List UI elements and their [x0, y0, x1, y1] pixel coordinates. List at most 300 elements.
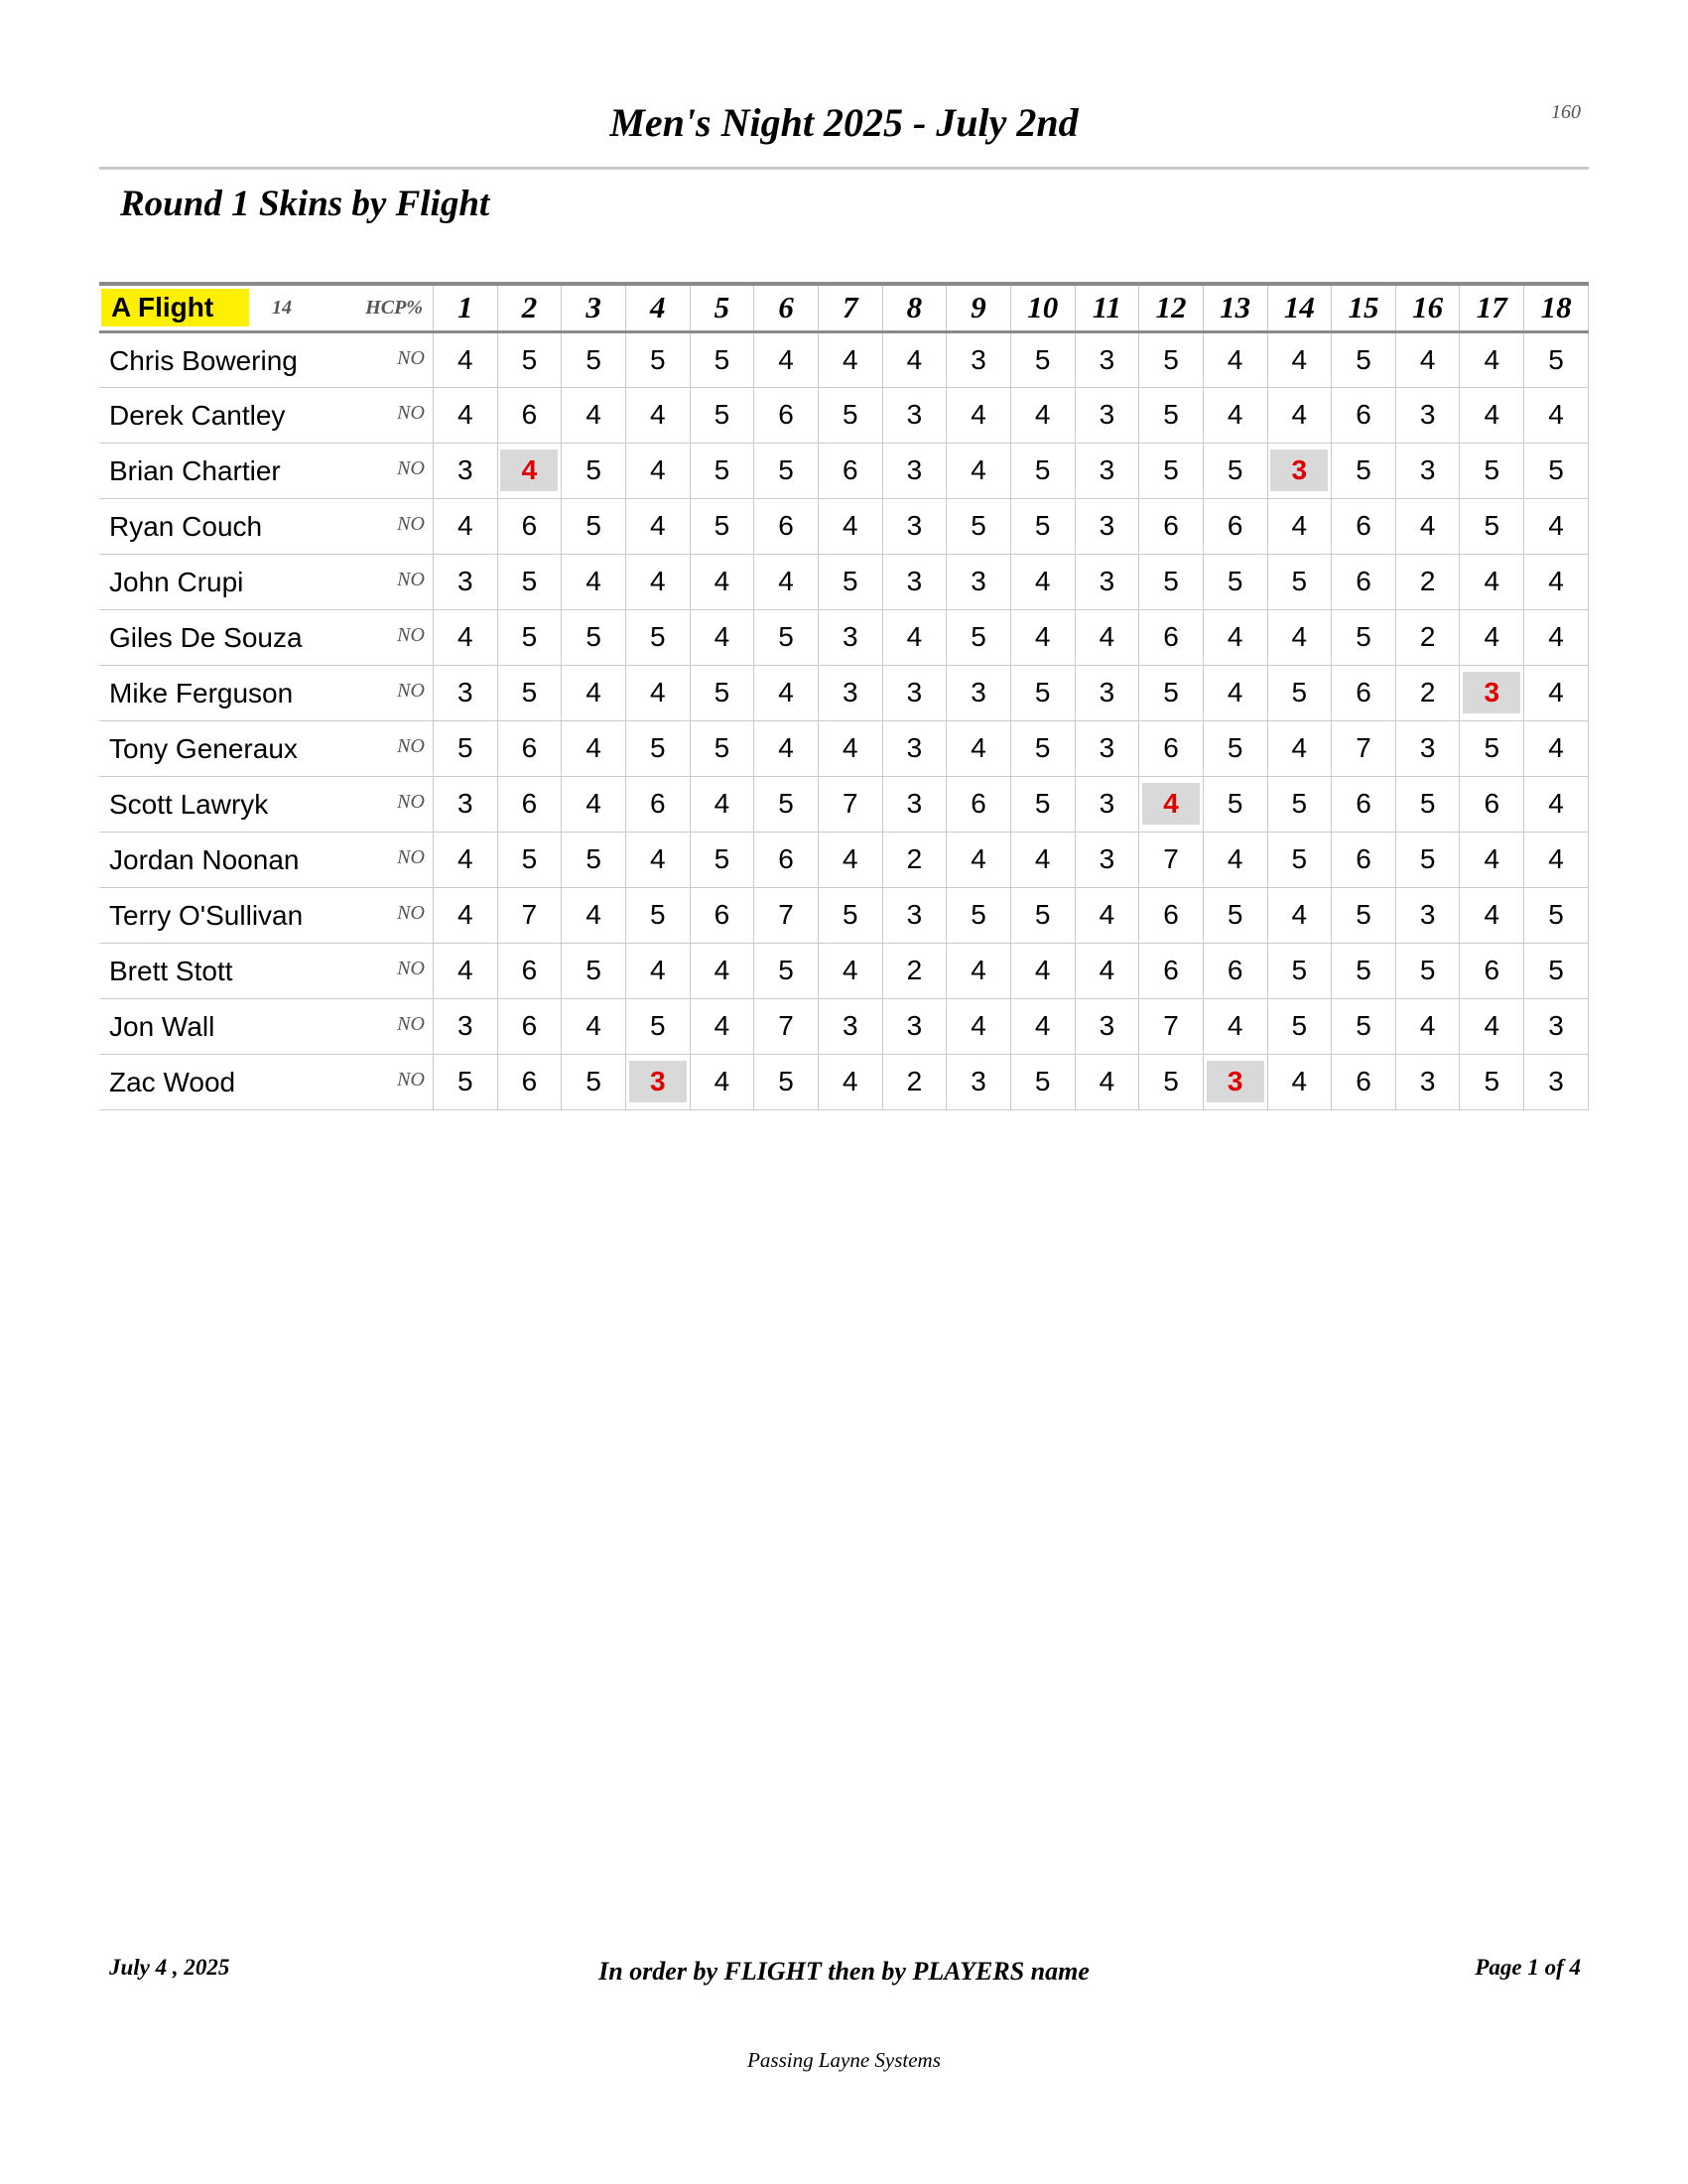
score-value: 5: [842, 399, 858, 430]
score-cell: [1203, 665, 1267, 720]
score-value: 4: [1419, 343, 1436, 375]
score-cell: [497, 832, 562, 887]
score-cell: [882, 998, 947, 1054]
hole-header-15: 15: [1332, 284, 1396, 331]
hole-header-17: 17: [1460, 284, 1524, 331]
score-value: 3: [971, 1066, 986, 1096]
score-cell: [1332, 832, 1396, 887]
score-cell: [1332, 498, 1396, 554]
score-value: 5: [842, 566, 858, 596]
score-cell: [1075, 443, 1139, 498]
score-value: 6: [778, 843, 794, 874]
score-cell: [1460, 832, 1524, 887]
player-hcp: NO: [397, 679, 425, 702]
score-value: 5: [585, 343, 601, 375]
score-value: 5: [457, 732, 473, 763]
score-value: 5: [1356, 1010, 1371, 1041]
score-value: 5: [1548, 454, 1564, 485]
score-value: 4: [457, 843, 473, 874]
score-value: 5: [1291, 677, 1308, 707]
score-cell: [1395, 609, 1460, 665]
score-cell: [562, 943, 626, 998]
player-cell: [99, 998, 433, 1054]
score-cell: [1524, 498, 1589, 554]
score-cell: [1139, 443, 1204, 498]
score-cell: [625, 498, 690, 554]
score-cell: [433, 776, 497, 832]
score-value: 4: [1227, 1010, 1243, 1041]
score-value: 4: [585, 566, 601, 596]
score-cell: [818, 609, 882, 665]
score-cell: [1075, 665, 1139, 720]
score-cell: [625, 443, 690, 498]
score-value: 5: [1163, 454, 1179, 485]
score-value: 3: [971, 677, 986, 707]
score-cell: [1332, 887, 1396, 943]
score-cell: [562, 1054, 626, 1109]
score-value: 3: [1099, 732, 1115, 763]
score-value: 6: [649, 788, 666, 819]
score-cell: [754, 331, 819, 387]
score-cell: [690, 498, 754, 554]
score-cell: [1203, 609, 1267, 665]
player-name: Chris Bowering: [109, 344, 298, 376]
score-cell: [882, 554, 947, 609]
score-value: 4: [714, 566, 730, 596]
score-value: 5: [1484, 510, 1500, 541]
score-cell: [754, 443, 819, 498]
score-cell: [1395, 331, 1460, 387]
hole-header-16: 16: [1395, 284, 1460, 331]
score-cell: [1010, 443, 1075, 498]
player-cell: [99, 832, 433, 887]
score-cell: [818, 943, 882, 998]
score-cell: [1010, 776, 1075, 832]
flight-count: 14: [272, 297, 292, 319]
player-name: Jon Wall: [109, 1010, 215, 1042]
score-cell: [1460, 720, 1524, 776]
score-value: 4: [906, 621, 923, 652]
score-value: 3: [1419, 454, 1436, 485]
score-cell: [754, 776, 819, 832]
score-cell: [754, 832, 819, 887]
score-cell: [690, 720, 754, 776]
score-value: 7: [1163, 843, 1179, 874]
score-value: 5: [1227, 899, 1243, 930]
score-value: 4: [1034, 621, 1051, 652]
score-value: 3: [1099, 677, 1115, 707]
score-value: 6: [1227, 510, 1243, 541]
score-value: 3: [457, 454, 473, 485]
score-cell: [1010, 498, 1075, 554]
score-cell: [1267, 609, 1332, 665]
score-value: 3: [906, 677, 923, 707]
score-value: 4: [778, 343, 794, 375]
score-cell: [1075, 554, 1139, 609]
score-value: 5: [778, 788, 794, 819]
score-cell: [1010, 720, 1075, 776]
score-value: 4: [457, 955, 473, 985]
score-value: 5: [1227, 732, 1243, 763]
score-cell: [1139, 554, 1204, 609]
score-value: 4: [1548, 732, 1564, 763]
score-value: 5: [714, 343, 730, 375]
score-cell: [947, 776, 1011, 832]
score-cell: [625, 720, 690, 776]
score-value: 3: [906, 732, 923, 763]
score-value: 4: [1548, 843, 1564, 874]
skin-score-cell: [625, 1054, 690, 1109]
score-cell: [818, 1054, 882, 1109]
score-value: 4: [649, 955, 666, 985]
score-cell: [754, 998, 819, 1054]
score-value: 7: [778, 899, 794, 930]
score-value: 6: [1356, 566, 1371, 596]
hole-header-12: 12: [1139, 284, 1204, 331]
score-cell: [754, 943, 819, 998]
footer-order-note: In order by FLIGHT then by PLAYERS name: [598, 1957, 1090, 1986]
score-cell: [1460, 1054, 1524, 1109]
score-value: 6: [842, 454, 858, 485]
score-value: 4: [1099, 1066, 1115, 1096]
score-cell: [1075, 776, 1139, 832]
score-cell: [1460, 609, 1524, 665]
score-value: 6: [1163, 732, 1179, 763]
score-cell: [497, 387, 562, 443]
score-value: 4: [585, 677, 601, 707]
score-cell: [1267, 387, 1332, 443]
score-value: 6: [778, 510, 794, 541]
score-value: 4: [457, 510, 473, 541]
score-cell: [1332, 776, 1396, 832]
score-cell: [1203, 998, 1267, 1054]
score-value: 6: [1356, 399, 1371, 430]
score-value: 5: [1291, 1010, 1308, 1041]
score-cell: [625, 665, 690, 720]
score-cell: [1075, 609, 1139, 665]
hole-header-11: 11: [1075, 284, 1139, 331]
score-value: 5: [1291, 788, 1308, 819]
player-cell: [99, 554, 433, 609]
player-cell: [99, 387, 433, 443]
score-cell: [1075, 1054, 1139, 1109]
score-cell: [1395, 887, 1460, 943]
score-value: 3: [457, 677, 473, 707]
score-value: 4: [585, 732, 601, 763]
score-value: 5: [778, 955, 794, 985]
score-value: 6: [521, 399, 538, 430]
score-value: 4: [714, 621, 730, 652]
score-value: 3: [906, 454, 923, 485]
score-cell: [562, 720, 626, 776]
score-cell: [1460, 776, 1524, 832]
score-value: 5: [1291, 566, 1308, 596]
score-value: 5: [971, 510, 986, 541]
score-value: 4: [1419, 1010, 1436, 1041]
score-cell: [625, 609, 690, 665]
score-value: 6: [521, 1010, 538, 1041]
score-value: 5: [971, 621, 986, 652]
score-cell: [947, 665, 1011, 720]
table-row: [99, 943, 1589, 998]
player-hcp: NO: [397, 1068, 425, 1091]
score-cell: [1524, 331, 1589, 387]
player-hcp: NO: [397, 734, 425, 757]
score-value: 4: [1227, 621, 1243, 652]
score-cell: [562, 887, 626, 943]
score-cell: [690, 665, 754, 720]
score-value: 5: [1163, 343, 1179, 375]
score-cell: [497, 943, 562, 998]
score-cell: [1139, 498, 1204, 554]
score-cell: [690, 887, 754, 943]
score-cell: [1395, 776, 1460, 832]
skin-score-cell: [1203, 1054, 1267, 1109]
score-cell: [1075, 498, 1139, 554]
score-cell: [1010, 887, 1075, 943]
score-cell: [947, 1054, 1011, 1109]
score-value: 4: [1291, 621, 1308, 652]
score-value: 4: [842, 843, 858, 874]
player-cell: [99, 331, 433, 387]
player-hcp: NO: [397, 623, 425, 646]
score-cell: [690, 387, 754, 443]
score-value: 4: [1034, 843, 1051, 874]
player-name: Brian Chartier: [109, 454, 281, 486]
score-cell: [497, 1054, 562, 1109]
score-cell: [947, 387, 1011, 443]
score-cell: [625, 887, 690, 943]
score-cell: [754, 665, 819, 720]
score-cell: [1395, 554, 1460, 609]
score-value: 5: [649, 732, 666, 763]
score-value: 5: [1163, 1066, 1179, 1096]
score-value: 4: [585, 1010, 601, 1041]
score-value: 2: [1419, 566, 1436, 596]
score-value: 5: [521, 843, 538, 874]
score-cell: [818, 720, 882, 776]
score-value: 4: [1034, 1010, 1051, 1041]
score-cell: [1267, 776, 1332, 832]
score-cell: [1460, 387, 1524, 443]
score-cell: [818, 331, 882, 387]
score-cell: [562, 832, 626, 887]
score-value: 6: [1356, 843, 1371, 874]
score-value: 4: [1548, 677, 1564, 707]
score-value: 4: [1227, 399, 1243, 430]
footer-company: Passing Layne Systems: [747, 2048, 941, 2072]
player-cell: [99, 609, 433, 665]
score-cell: [1524, 720, 1589, 776]
skin-score-cell: [1267, 443, 1332, 498]
player-hcp: NO: [397, 901, 425, 924]
score-value: 5: [1356, 343, 1371, 375]
score-cell: [1460, 498, 1524, 554]
score-value: 6: [1163, 621, 1179, 652]
score-value: 6: [521, 955, 538, 985]
score-value: 4: [842, 955, 858, 985]
score-cell: [562, 498, 626, 554]
score-cell: [1203, 498, 1267, 554]
score-cell: [1395, 665, 1460, 720]
skins-table: [99, 282, 1589, 1110]
score-value: 5: [971, 899, 986, 930]
player-name: Zac Wood: [109, 1066, 236, 1097]
score-value: 4: [1099, 899, 1115, 930]
score-value: 5: [649, 621, 666, 652]
score-cell: [562, 998, 626, 1054]
score-value: 2: [906, 843, 923, 874]
score-cell: [818, 776, 882, 832]
score-value: 5: [1034, 343, 1051, 375]
score-value: 3: [1099, 399, 1115, 430]
score-cell: [1075, 943, 1139, 998]
player-name: Giles De Souza: [109, 621, 303, 653]
score-cell: [497, 665, 562, 720]
score-cell: [1332, 331, 1396, 387]
score-value: 4: [778, 732, 794, 763]
score-cell: [497, 609, 562, 665]
score-cell: [433, 832, 497, 887]
score-cell: [1203, 720, 1267, 776]
score-value: 5: [714, 843, 730, 874]
score-cell: [947, 998, 1011, 1054]
score-cell: [625, 554, 690, 609]
score-value: 5: [1484, 1066, 1500, 1096]
score-cell: [1139, 387, 1204, 443]
score-cell: [1075, 387, 1139, 443]
score-value: 3: [1548, 1066, 1564, 1096]
score-value: 5: [521, 677, 538, 707]
player-hcp: NO: [397, 568, 425, 590]
score-cell: [1203, 776, 1267, 832]
score-value: 5: [649, 1010, 666, 1041]
score-cell: [1267, 554, 1332, 609]
score-cell: [1395, 998, 1460, 1054]
score-value: 4: [778, 566, 794, 596]
score-value: 7: [842, 788, 858, 819]
score-cell: [882, 887, 947, 943]
score-value: 4: [1291, 732, 1308, 763]
score-cell: [882, 498, 947, 554]
score-value: 5: [1034, 732, 1051, 763]
score-value: 5: [714, 510, 730, 541]
score-cell: [1524, 609, 1589, 665]
score-cell: [1460, 887, 1524, 943]
score-value: 3: [1419, 732, 1436, 763]
player-cell: [99, 1054, 433, 1109]
score-cell: [562, 331, 626, 387]
score-value: 4: [1291, 399, 1308, 430]
score-cell: [1460, 443, 1524, 498]
score-value: 3: [842, 621, 858, 652]
score-value: 5: [714, 399, 730, 430]
hole-header-13: 13: [1203, 284, 1267, 331]
score-value: 4: [1291, 899, 1308, 930]
score-value: 4: [714, 1010, 730, 1041]
score-cell: [562, 443, 626, 498]
score-value: 5: [1548, 899, 1564, 930]
score-value: 6: [521, 732, 538, 763]
score-value: 3: [906, 788, 923, 819]
score-cell: [754, 720, 819, 776]
score-value: 5: [585, 843, 601, 874]
score-value: 4: [971, 732, 986, 763]
score-cell: [497, 498, 562, 554]
score-value: 6: [1484, 955, 1500, 985]
score-value: 7: [778, 1010, 794, 1041]
score-value: 4: [1484, 843, 1500, 874]
score-cell: [562, 387, 626, 443]
score-cell: [1460, 554, 1524, 609]
score-cell: [1139, 887, 1204, 943]
score-cell: [625, 331, 690, 387]
skin-score: 3: [1270, 450, 1328, 491]
table-header-row: [99, 284, 1589, 331]
score-value: 5: [1163, 399, 1179, 430]
score-cell: [433, 331, 497, 387]
player-name: Ryan Couch: [109, 510, 263, 542]
score-value: 6: [1163, 899, 1179, 930]
table-row: [99, 720, 1589, 776]
score-value: 4: [457, 899, 473, 930]
score-cell: [1395, 720, 1460, 776]
score-value: 5: [649, 899, 666, 930]
score-cell: [625, 998, 690, 1054]
score-cell: [562, 609, 626, 665]
skin-score: 3: [1463, 672, 1520, 713]
score-value: 5: [1356, 621, 1371, 652]
score-cell: [690, 998, 754, 1054]
score-cell: [882, 609, 947, 665]
table-row: [99, 887, 1589, 943]
score-value: 5: [521, 343, 538, 375]
section-title: Round 1 Skins by Flight: [120, 184, 490, 224]
score-cell: [1010, 665, 1075, 720]
score-value: 4: [1484, 621, 1500, 652]
table-row: [99, 554, 1589, 609]
score-cell: [947, 720, 1011, 776]
score-cell: [433, 554, 497, 609]
player-hcp: NO: [397, 790, 425, 813]
score-value: 4: [842, 343, 858, 375]
score-cell: [433, 443, 497, 498]
table-row: [99, 776, 1589, 832]
score-value: 4: [649, 677, 666, 707]
skin-score-cell: [497, 443, 562, 498]
score-value: 4: [1484, 399, 1500, 430]
page-title: Men's Night 2025 - July 2nd: [609, 100, 1079, 145]
player-name: Derek Cantley: [109, 399, 286, 431]
score-value: 5: [714, 454, 730, 485]
score-value: 4: [971, 399, 986, 430]
score-cell: [882, 1054, 947, 1109]
score-value: 4: [714, 1066, 730, 1096]
score-value: 4: [971, 843, 986, 874]
score-value: 4: [1484, 1010, 1500, 1041]
score-value: 3: [906, 510, 923, 541]
hole-header-7: 7: [818, 284, 882, 331]
score-cell: [1395, 1054, 1460, 1109]
score-cell: [818, 665, 882, 720]
score-value: 5: [1034, 1066, 1051, 1096]
score-cell: [818, 387, 882, 443]
score-value: 4: [842, 1066, 858, 1096]
score-cell: [1267, 331, 1332, 387]
score-cell: [1524, 1054, 1589, 1109]
score-value: 5: [649, 343, 666, 375]
hole-header-10: 10: [1010, 284, 1075, 331]
